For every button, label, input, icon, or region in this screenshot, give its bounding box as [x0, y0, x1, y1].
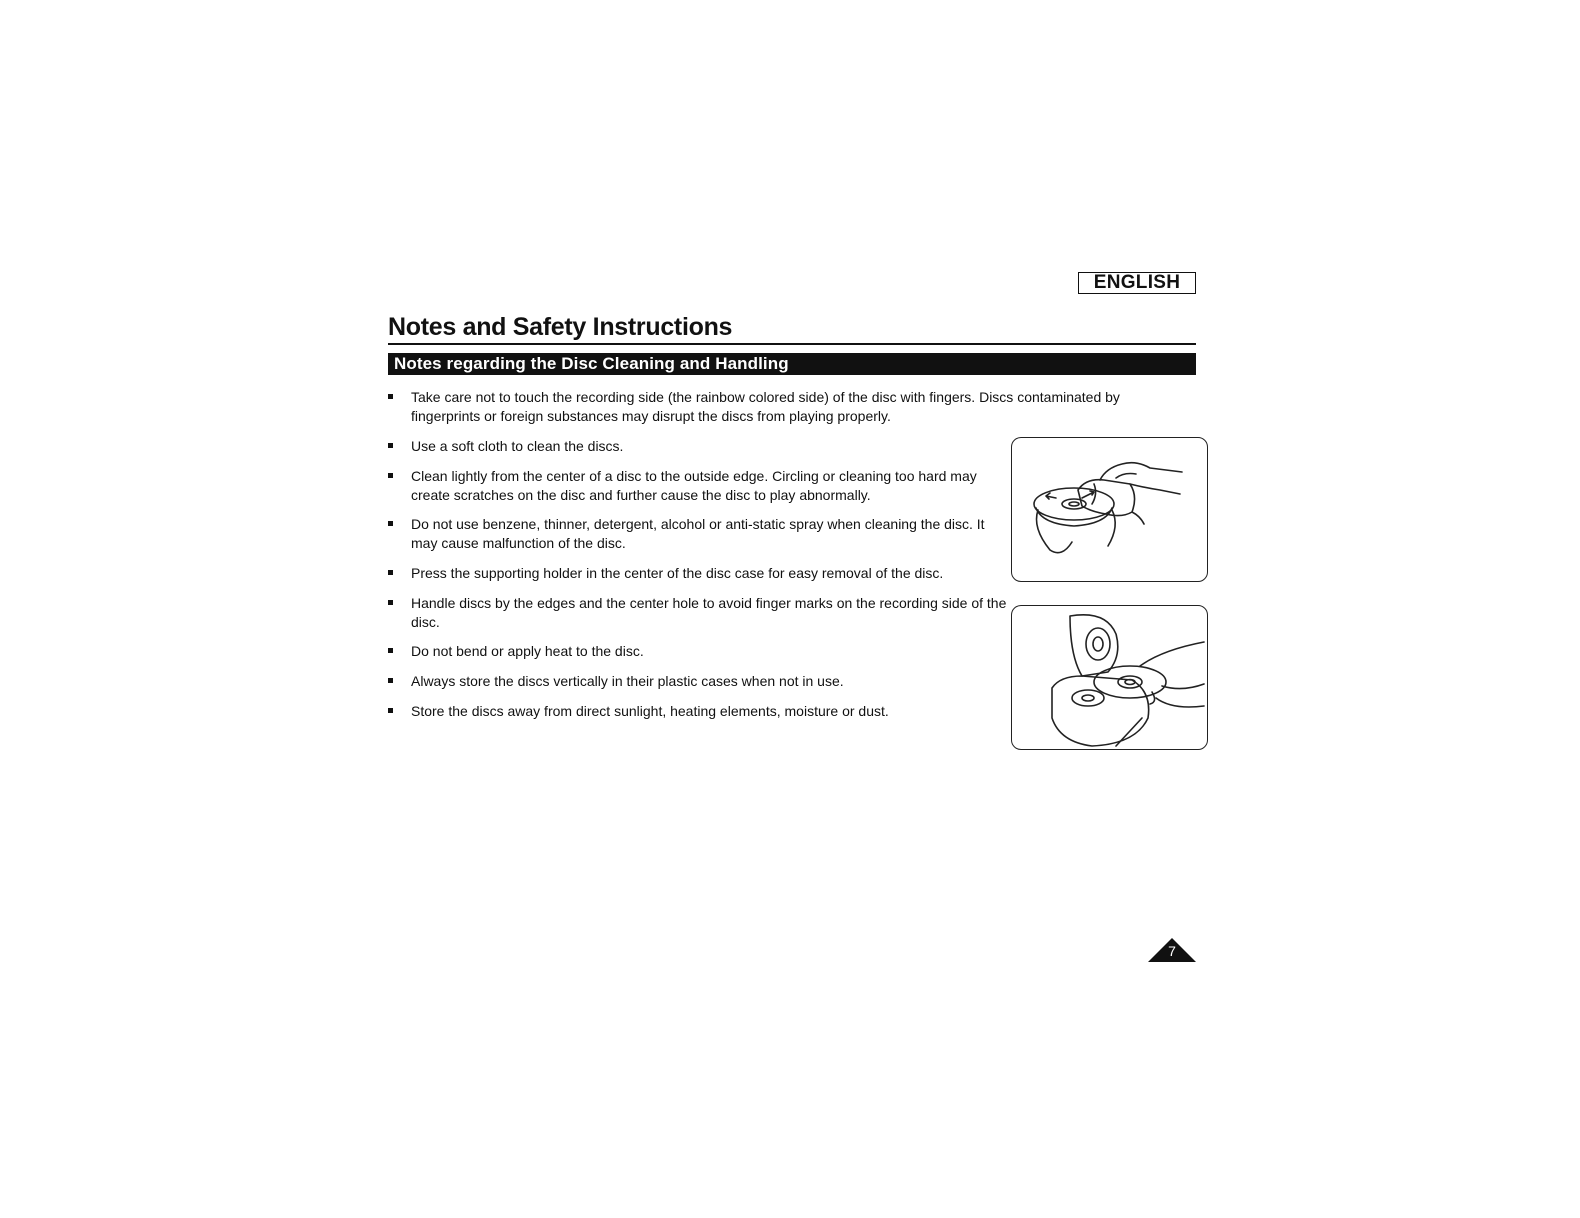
list-item [388, 594, 1008, 631]
list-item [388, 642, 1008, 661]
camcorder-disc-icon [1012, 606, 1206, 748]
disc-cleaning-illustration [1011, 437, 1208, 582]
bullet-marker [388, 678, 393, 683]
list-item [388, 564, 1008, 583]
bullet-marker [388, 473, 393, 478]
list-item-text: Clean lightly from the center of a disc to the outside edge. Circling or cleaning too hard may create scratches on the disc and further cause the disc to play abnormally. [411, 468, 977, 503]
title-divider [388, 343, 1196, 345]
section-heading: Notes regarding the Disc Cleaning and Handling [388, 353, 1196, 375]
list-item [388, 702, 1008, 721]
bullet-marker [388, 521, 393, 526]
bullet-marker [388, 443, 393, 448]
list-item [388, 437, 1008, 456]
page-number-badge [1148, 938, 1196, 962]
language-label: ENGLISH [1078, 272, 1196, 294]
list-item [388, 515, 1008, 552]
list-item-text: Do not use benzene, thinner, detergent, alcohol or anti-static spray when cleaning the disc. It may cause malfunction of the disc. [411, 516, 985, 551]
hand-cloth-disc-icon [1012, 438, 1206, 580]
list-item-text: Take care not to touch the recording side (the rainbow colored side) of the disc with fingers. Discs contaminated by fingerprints or foreign substances may disrupt the discs from playing properly. [411, 389, 1120, 424]
bullet-marker [388, 600, 393, 605]
list-item [388, 388, 1168, 425]
bullet-marker [388, 708, 393, 713]
list-item-text: Store the discs away from direct sunlight, heating elements, moisture or dust. [411, 703, 889, 719]
list-item-text: Handle discs by the edges and the center hole to avoid finger marks on the recording side of the disc. [411, 595, 1007, 630]
bullet-marker [388, 570, 393, 575]
list-item-text: Always store the discs vertically in their plastic cases when not in use. [411, 673, 844, 689]
page-title: Notes and Safety Instructions [388, 313, 733, 341]
list-item [388, 672, 1008, 691]
list-item-text: Press the supporting holder in the center of the disc case for easy removal of the disc. [411, 565, 944, 581]
bullet-marker [388, 394, 393, 399]
list-item [388, 467, 1008, 504]
list-item-text: Use a soft cloth to clean the discs. [411, 438, 624, 454]
disc-removal-illustration [1011, 605, 1208, 750]
list-item-text: Do not bend or apply heat to the disc. [411, 643, 644, 659]
bullet-marker [388, 648, 393, 653]
page-number: 7 [1168, 943, 1176, 959]
